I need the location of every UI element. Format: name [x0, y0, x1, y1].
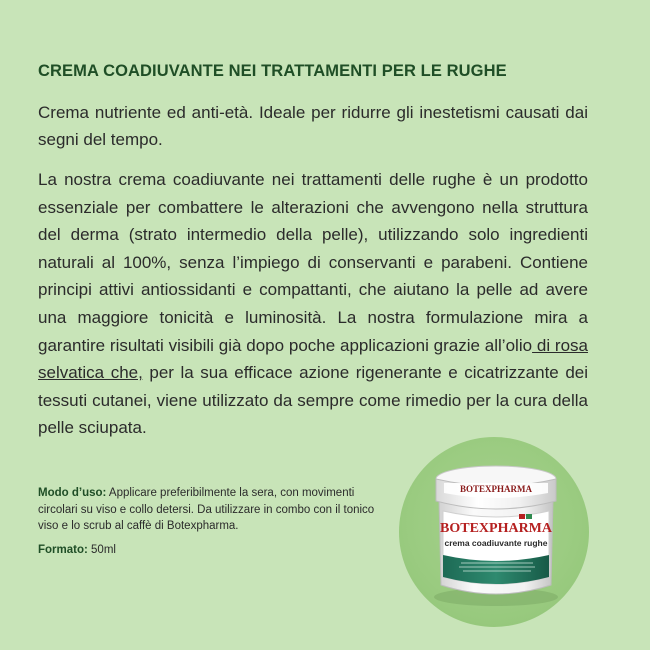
jar-product-name: crema coadiuvante rughe [444, 538, 548, 548]
format-value: 50ml [87, 544, 116, 556]
usage-text: Applicare preferibilmente la sera, con movimenti circolari su viso e collo detersi. Da utilizzare in combo con il tonico viso e lo scrub al caffè di Botexpharma. [38, 487, 375, 532]
svg-text:BOTEXPHARMA: BOTEXPHARMA [460, 484, 532, 494]
usage-label: Modo d’uso: [38, 487, 107, 499]
format-label: Formato: [38, 544, 88, 556]
intro-paragraph: Crema nutriente ed anti-età. Ideale per ridurre gli inestetismi causati dai segni del tempo. [38, 103, 588, 149]
jar-brand-text: BOTEXPHARMA [440, 521, 552, 536]
usage-instructions [38, 485, 378, 535]
description-text-part1: La nostra crema coadiuvante nei trattamenti delle rughe è un prodotto essenziale per combattere le alterazioni che avvengono nella struttura del derma (strato intermedio della pelle), utilizzando solo ingredienti naturali al 100%, senza l’impiego di conservanti e parabeni. Contiene principi attivi antiossidanti e compattanti, che aiutano la pelle ad avere una maggiore tonicità e luminosità. La nostra formulazione mira a garantire risultati visibili già dopo poche applicazioni grazie all’olio [38, 170, 588, 355]
description-underlined-text: di rosa selvatica che, [38, 335, 589, 383]
format-info [38, 542, 378, 558]
description-text-part2: per la sua efficace azione rigenerante e cicatrizzante dei tessuti cutanei, viene utilizzato da sempre come rimedio per la cura della pelle sciupata. [38, 363, 588, 438]
product-jar-image [399, 437, 589, 627]
description-paragraph [38, 166, 588, 442]
page-title: CREMA COADIUVANTE NEI TRATTAMENTI PER LE RUGHE [38, 62, 507, 80]
